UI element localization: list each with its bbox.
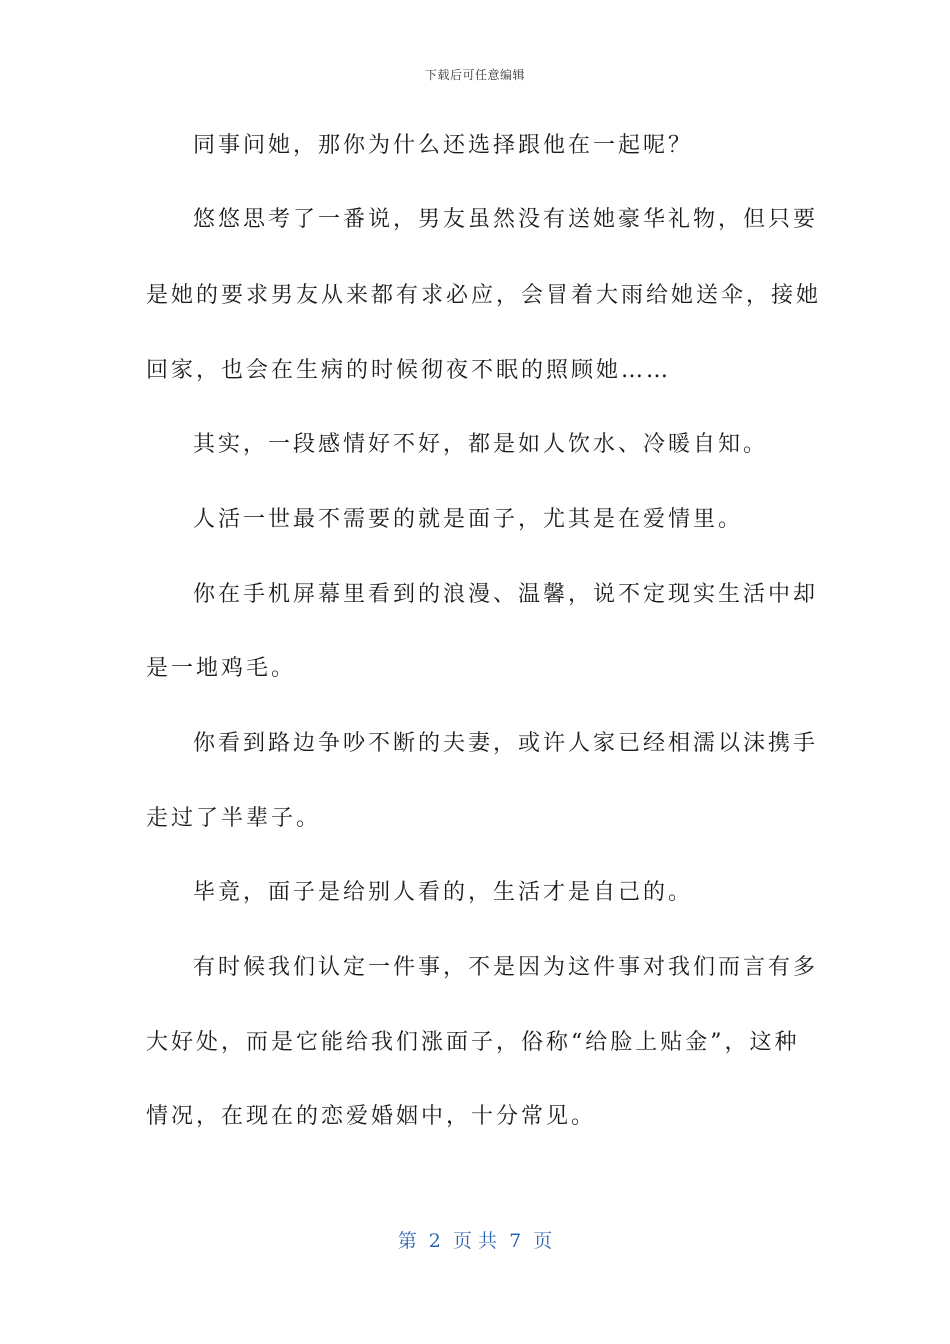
body-line: 大好处，而是它能给我们涨面子，俗称“给脸上贴金”，这种 <box>146 1030 800 1055</box>
body-line: 同事问她，那你为什么还选择跟他在一起呢？ <box>193 133 694 158</box>
body-line: 是一地鸡毛。 <box>146 656 297 681</box>
body-line: 走过了半辈子。 <box>146 806 322 831</box>
body-line: 你看到路边争吵不断的夫妻，或许人家已经相濡以沫携手 <box>193 731 819 756</box>
body-line: 其实，一段感情好不好，都是如人饮水、冷暖自知。 <box>193 432 769 457</box>
body-line: 人活一世最不需要的就是面子，尤其是在爱情里。 <box>193 507 744 532</box>
body-line: 毕竟，面子是给别人看的，生活才是自己的。 <box>193 880 694 905</box>
body-line: 有时候我们认定一件事，不是因为这件事对我们而言有多 <box>193 955 819 980</box>
body-line: 你在手机屏幕里看到的浪漫、温馨，说不定现实生活中却 <box>193 582 819 607</box>
page-header: 下载后可任意编辑 <box>424 68 525 82</box>
body-line: 悠悠思考了一番说，男友虽然没有送她豪华礼物，但只要 <box>193 207 819 232</box>
page-footer: 第 2 页 共 7 页 <box>397 1230 553 1252</box>
body-line: 回家，也会在生病的时候彻夜不眠的照顾她…… <box>146 358 672 383</box>
body-line: 是她的要求男友从来都有求必应，会冒着大雨给她送伞，接她 <box>146 283 822 308</box>
body-line: 情况，在现在的恋爱婚姻中，十分常见。 <box>146 1104 597 1129</box>
